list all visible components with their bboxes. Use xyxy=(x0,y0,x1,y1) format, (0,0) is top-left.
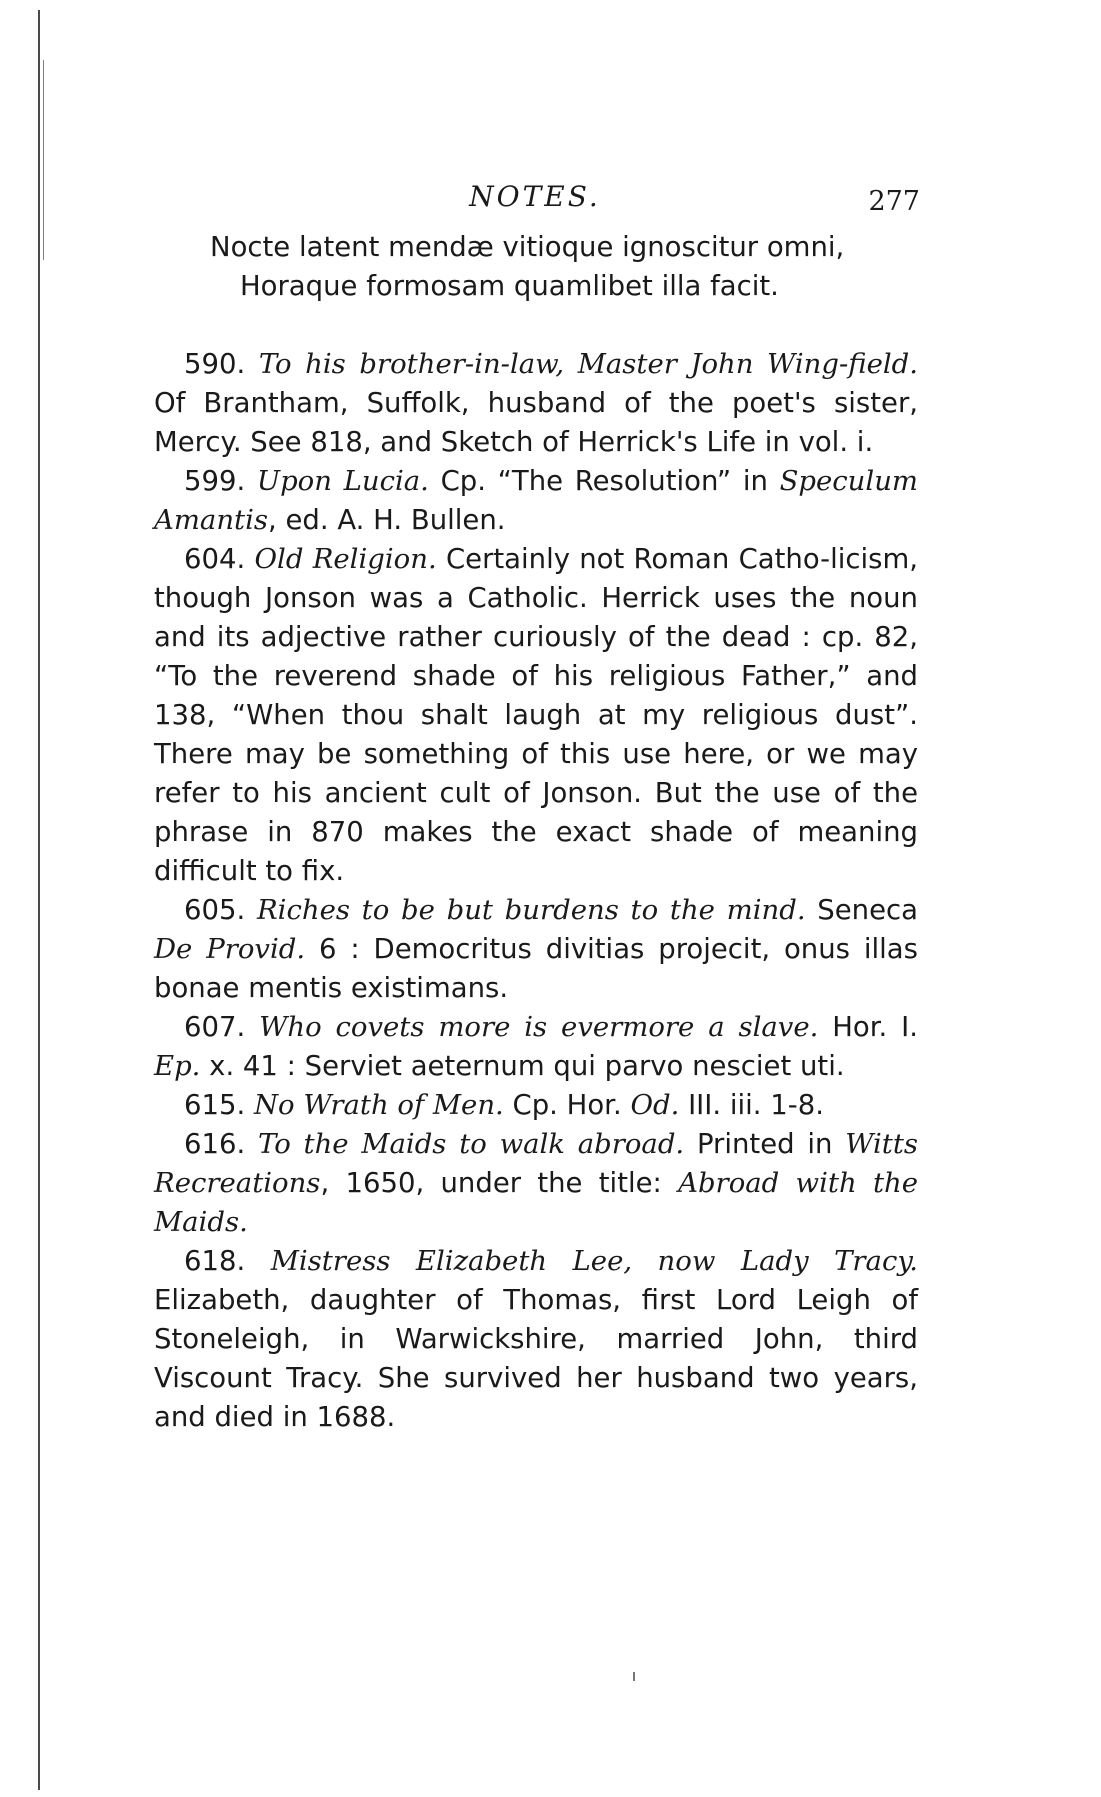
note-text: Printed in xyxy=(684,1128,846,1160)
note-590 xyxy=(154,345,918,462)
note-text-cont: x. 41 : Serviet aeternum qui parvo nesciet uti. xyxy=(200,1050,845,1082)
note-number: 618. xyxy=(184,1245,271,1277)
note-title: No Wrath of Men. xyxy=(253,1089,504,1121)
quote-line-2: Horaque formosam quamlibet illa facit. xyxy=(240,270,779,302)
note-title: Who covets more is evermore a slave. xyxy=(259,1011,819,1043)
notes-content xyxy=(154,228,918,1437)
note-text: Cp. Hor. xyxy=(503,1089,631,1121)
note-text-cont: , ed. A. H. Bullen. xyxy=(268,504,506,536)
note-number: 599. xyxy=(184,465,257,497)
note-604 xyxy=(154,540,918,891)
note-number: 616. xyxy=(184,1128,259,1160)
latin-quote xyxy=(154,228,918,306)
note-text: Elizabeth, daughter of Thomas, first Lord Leigh of Stoneleigh, in Warwickshire, married John, third Viscount Tracy. She survived her husband two years, and died in 1688. xyxy=(154,1284,918,1433)
note-italic-ref: Ep. xyxy=(154,1050,201,1082)
note-599 xyxy=(154,462,918,540)
note-text: Hor. I. xyxy=(818,1011,918,1043)
note-text: Seneca xyxy=(805,894,918,926)
note-number: 590. xyxy=(184,348,259,380)
note-title: Upon Lucia. xyxy=(256,465,429,497)
running-head: NOTES. xyxy=(469,180,601,213)
note-616 xyxy=(154,1125,918,1242)
note-618 xyxy=(154,1242,918,1437)
note-text: Certainly not Roman Catho-licism, though Jonson was a Catholic. Herrick uses the noun and its adjective rather curiously of the dead : cp. 82, “To the reverend shade of his religious Father,” and 138, “When thou shalt laugh at my religious dust”. There may be something of this use here, or we may refer to his ancient cult of Jonson. But the use of the phrase in 870 makes the exact shade of meaning difficult to fix. xyxy=(154,543,918,887)
note-number: 605. xyxy=(184,894,257,926)
note-text-cont: 6 : Democritus divitias projecit, onus illas bonae mentis existimans. xyxy=(154,933,918,1004)
gutter-edge-line-secondary xyxy=(43,60,44,260)
note-number: 607. xyxy=(184,1011,260,1043)
note-615 xyxy=(154,1086,918,1125)
note-italic-ref: Speculum Amantis xyxy=(154,465,918,536)
note-title: To his brother-in-law, Master John Wing-field. xyxy=(258,348,918,380)
note-italic-ref: Witts Recreations xyxy=(154,1128,918,1199)
page-header xyxy=(150,176,920,216)
note-italic-ref-2: Abroad with the Maids. xyxy=(154,1167,918,1238)
note-607 xyxy=(154,1008,918,1086)
note-605 xyxy=(154,891,918,1008)
note-text: Of Brantham, Suffolk, husband of the poet's sister, Mercy. See 818, and Sketch of Herrick's Life in vol. i. xyxy=(154,387,918,458)
note-title: Old Religion. xyxy=(254,543,437,575)
print-speck xyxy=(633,1672,635,1681)
note-number: 604. xyxy=(184,543,255,575)
note-text-cont: , 1650, under the title: xyxy=(320,1167,679,1199)
note-number: 615. xyxy=(184,1089,254,1121)
note-italic-ref: Od. xyxy=(630,1089,680,1121)
note-italic-ref: De Provid. xyxy=(154,933,306,965)
note-title: To the Maids to walk abroad. xyxy=(258,1128,685,1160)
note-title: Riches to be but burdens to the mind. xyxy=(256,894,806,926)
note-title: Mistress Elizabeth Lee, now Lady Tracy. xyxy=(270,1245,918,1277)
quote-line-1: Nocte latent mendæ vitioque ignoscitur omni, xyxy=(210,231,845,263)
page-number: 277 xyxy=(868,186,920,217)
note-text-cont: III. iii. 1-8. xyxy=(679,1089,824,1121)
gutter-edge-line xyxy=(38,10,40,1790)
note-text: Cp. “The Resolution” in xyxy=(428,465,780,497)
